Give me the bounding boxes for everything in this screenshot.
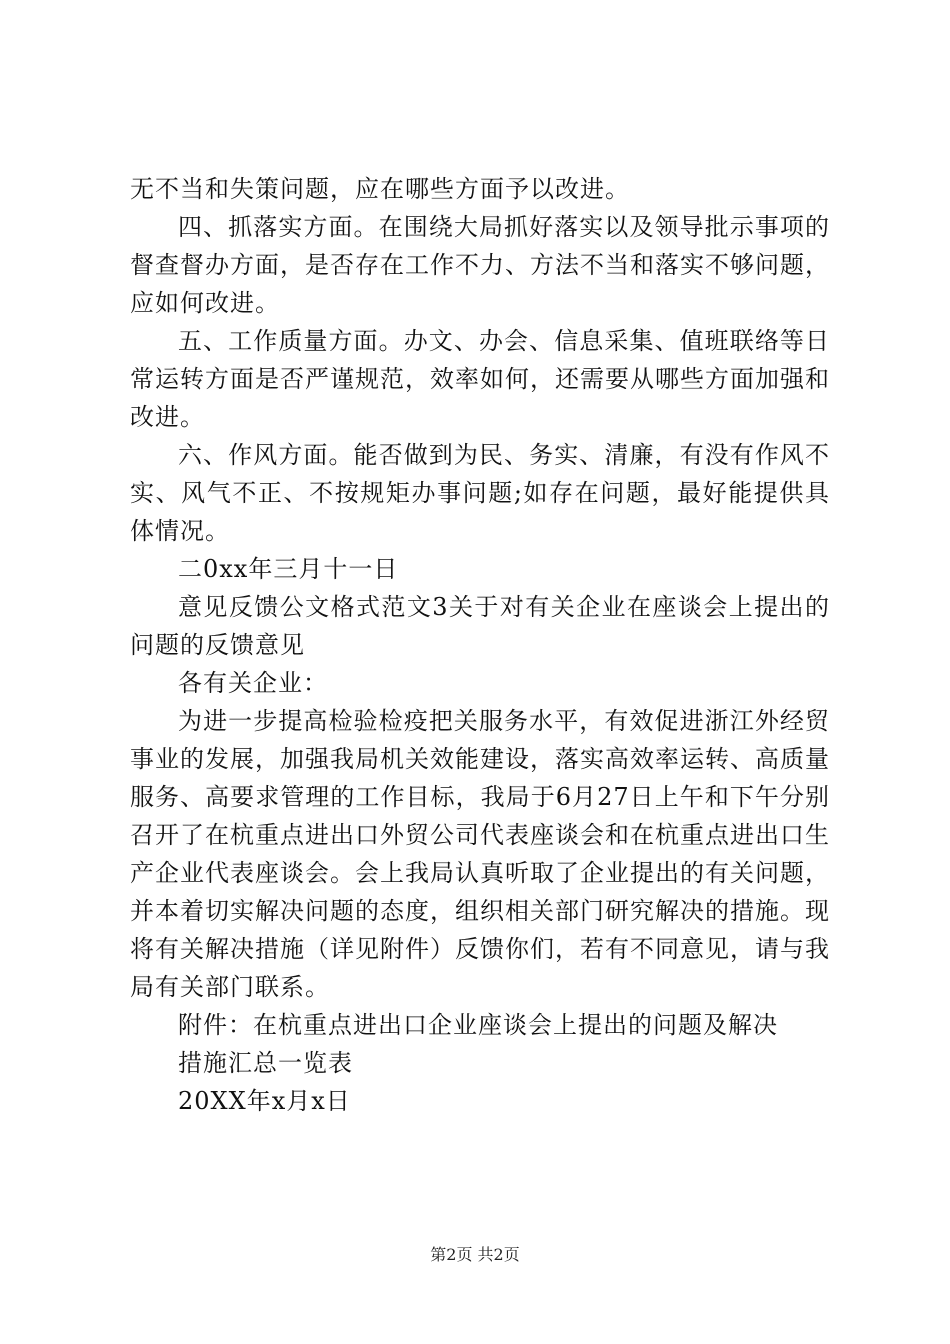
page-number: 第2页 共2页: [430, 1245, 520, 1264]
salutation: 各有关企业：: [178, 669, 328, 697]
paragraph-section-5: 五、工作质量方面。办文、办会、信息采集、值班联络等日常运转方面是否严谨规范，效率如何，还需要从哪些方面加强和改进。: [130, 327, 830, 431]
attachment-line-continued: 措施汇总一览表: [178, 1049, 353, 1077]
template-title: 意见反馈公文格式范文3关于对有关企业在座谈会上提出的问题的反馈意见: [130, 593, 830, 659]
paragraph-continuation: 无不当和失策问题，应在哪些方面予以改进。: [130, 175, 630, 203]
paragraph-main-body: 为进一步提高检验检疫把关服务水平，有效促进浙江外经贸事业的发展，加强我局机关效能建设，落实高效率运转、高质量服务、高要求管理的工作目标，我局于6月27日上午和下午分别召开了在杭重点进出口外贸公司代表座谈会和在杭重点进出口生产企业代表座谈会。会上我局认真听取了企业提出的有关问题，并本着切实解决问题的态度，组织相关部门研究解决的措施。现将有关解决措施（详见附件）反馈你们，若有不同意见，请与我局有关部门联系。: [130, 707, 830, 1001]
closing-date: 20XX年x月x日: [178, 1087, 351, 1115]
paragraph-section-4: 四、抓落实方面。在围绕大局抓好落实以及领导批示事项的督查督办方面，是否存在工作不力、方法不当和落实不够问题，应如何改进。: [130, 213, 830, 317]
date-line: 二0xx年三月十一日: [178, 555, 399, 583]
page-footer: [0, 1244, 950, 1266]
paragraph-section-6: 六、作风方面。能否做到为民、务实、清廉，有没有作风不实、风气不正、不按规矩办事问题;如存在问题，最好能提供具体情况。: [130, 441, 830, 545]
attachment-line: 附件：在杭重点进出口企业座谈会上提出的问题及解决: [178, 1011, 778, 1039]
document-body: [130, 170, 830, 1120]
